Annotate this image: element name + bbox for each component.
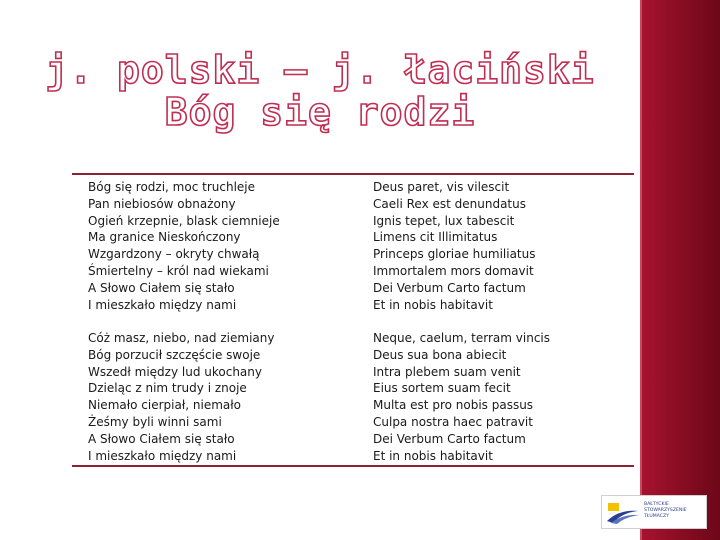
verse-line: Intra plebem suam venit [373, 364, 521, 379]
verse-line: Caeli Rex est denundatus [373, 196, 526, 211]
verse-line: Ogień krzepnie, blask ciemnieje [88, 213, 280, 228]
verse-line: Wzgardzony – okryty chwałą [88, 247, 260, 262]
sidebar-edge [640, 0, 642, 540]
verse-line: Et in nobis habitavit [373, 448, 493, 463]
top-divider [72, 173, 634, 175]
bottom-divider [72, 465, 634, 467]
verse-line: Eius sortem suam fecit [373, 381, 511, 396]
verse-line: Bóg się rodzi, moc truchleje [88, 180, 256, 194]
verse-line: Et in nobis habitavit [373, 297, 493, 312]
stanza-2-latin [373, 330, 550, 464]
verse-line: I mieszkało między nami [88, 448, 237, 463]
stanza-1-latin [373, 179, 536, 313]
verse-line: Śmiertelny – król nad wiekami [88, 263, 269, 278]
verse-line: Princeps gloriae humiliatus [373, 247, 536, 262]
sidebar-band [640, 0, 720, 540]
verse-line: Multa est pro nobis passus [373, 398, 534, 413]
verse-line: Deus paret, vis vilescit [373, 180, 510, 194]
verse-line: Dei Verbum Carto factum [373, 280, 526, 295]
verse-line: Wszedł między lud ukochany [88, 364, 262, 379]
logo-line: STOWARZYSZENIE [644, 508, 687, 513]
verse-line: Niemało cierpiał, niemało [88, 398, 242, 413]
logo-wordmark [644, 502, 704, 520]
verse-line: Immortalem mors domavit [373, 263, 534, 278]
stanza-2-polish [88, 330, 274, 464]
verse-line: Dei Verbum Carto factum [373, 431, 526, 446]
verse-line: Żeśmy byli winni sami [88, 414, 222, 429]
verse-line: Cóż masz, niebo, nad ziemiany [88, 331, 275, 345]
verse-line: Ignis tepet, lux tabescit [373, 213, 515, 228]
slide-subtitle: Bóg się rodzi [164, 90, 476, 134]
verse-line: Pan niebiosów obnażony [88, 196, 236, 211]
slide-title: j. polski – j. łaciński [45, 48, 595, 92]
verse-line: Dzieląc z nim trudy i znoje [88, 381, 247, 396]
logo-line: TŁUMACZY [644, 514, 669, 519]
logo-line: BAŁTYCKIE [644, 502, 669, 507]
verse-line: Deus sua bona abiecit [373, 347, 507, 362]
verse-line: Culpa nostra haec patravit [373, 414, 533, 429]
verse-line: Neque, caelum, terram vincis [373, 331, 551, 345]
verse-line: Ma granice Nieskończony [88, 230, 241, 245]
verse-line: I mieszkało między nami [88, 297, 237, 312]
stanza-1-polish [88, 179, 280, 313]
verse-line: A Słowo Ciałem się stało [88, 280, 235, 295]
verse-line: Bóg porzucił szczęście swoje [88, 347, 261, 362]
verse-line: A Słowo Ciałem się stało [88, 431, 235, 446]
verse-line: Limens cit Illimitatus [373, 230, 498, 245]
swoosh-logo-icon [605, 499, 641, 525]
association-logo [601, 495, 707, 529]
